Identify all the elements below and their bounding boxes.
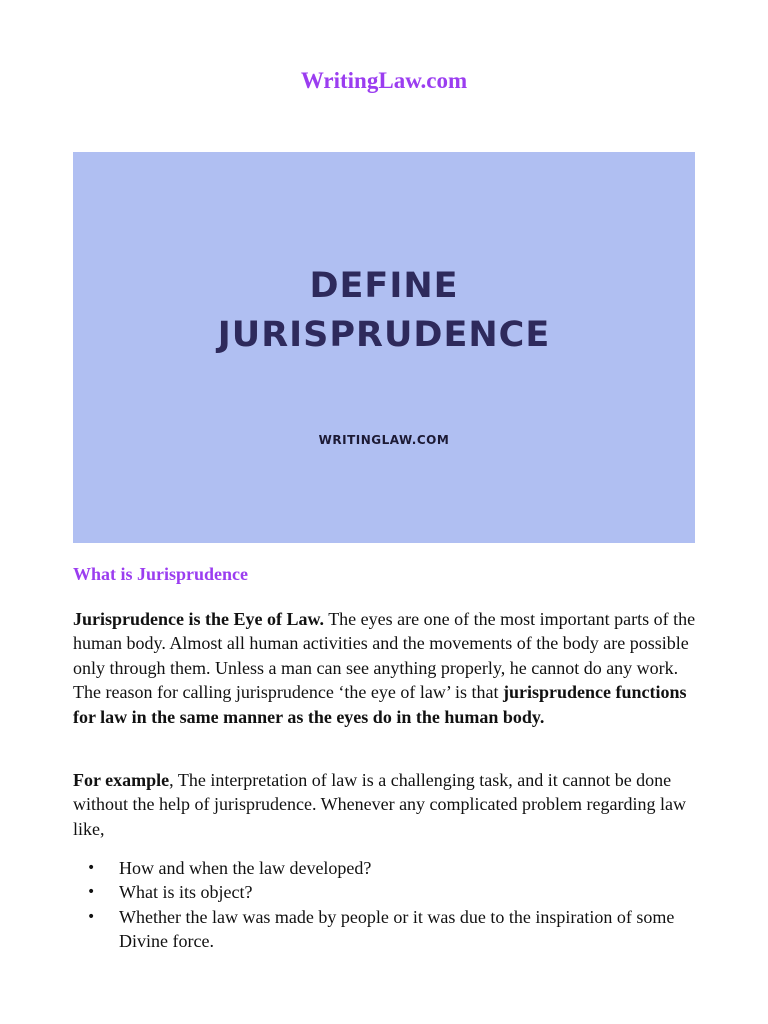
- paragraph2-text: , The interpretation of law is a challenging task, and it cannot be done without the help of jurisprudence. Whenever any complicated problem regarding law like,: [73, 770, 686, 839]
- paragraph1-text: The eyes are one of the most important parts of the human body. Almost all human activities and the movements of the body are possible only through them. Unless a man can see anything properly, he cannot do any work. The reason for calling jurisprudence ‘the eye of law’ is that: [73, 609, 696, 703]
- paragraph2-lead-bold: For example: [73, 770, 170, 790]
- list-item: [73, 880, 693, 904]
- paragraph-eye-of-law: [73, 607, 703, 729]
- bullet-text: How and when the law developed?: [119, 858, 372, 878]
- paragraph1-trail-bold: jurisprudence functions for law in the same manner as the eyes do in the human body.: [73, 682, 687, 727]
- banner-heading: [73, 262, 695, 360]
- banner-heading-line-1: DEFINE: [309, 266, 459, 306]
- paragraph1-lead-bold: Jurisprudence is the Eye of Law.: [73, 609, 325, 629]
- site-title: WritingLaw.com: [300, 68, 468, 93]
- list-item: [73, 856, 693, 880]
- bullet-icon: •: [87, 908, 96, 925]
- title-banner: [73, 152, 695, 543]
- bullet-icon: •: [87, 884, 96, 901]
- bullet-text: What is its object?: [119, 882, 253, 903]
- bullet-icon: •: [87, 860, 96, 876]
- paragraph-example: [73, 768, 703, 841]
- banner-heading-line-2: JURISPRUDENCE: [217, 315, 551, 355]
- bullet-text: Whether the law was made by people or it was due to the inspiration of some Divine force.: [119, 906, 675, 952]
- bullet-list: [73, 856, 693, 954]
- banner-site-name: WRITINGLAW.COM: [318, 433, 450, 447]
- section-heading: What is Jurisprudence: [73, 564, 249, 584]
- list-item: [73, 905, 693, 954]
